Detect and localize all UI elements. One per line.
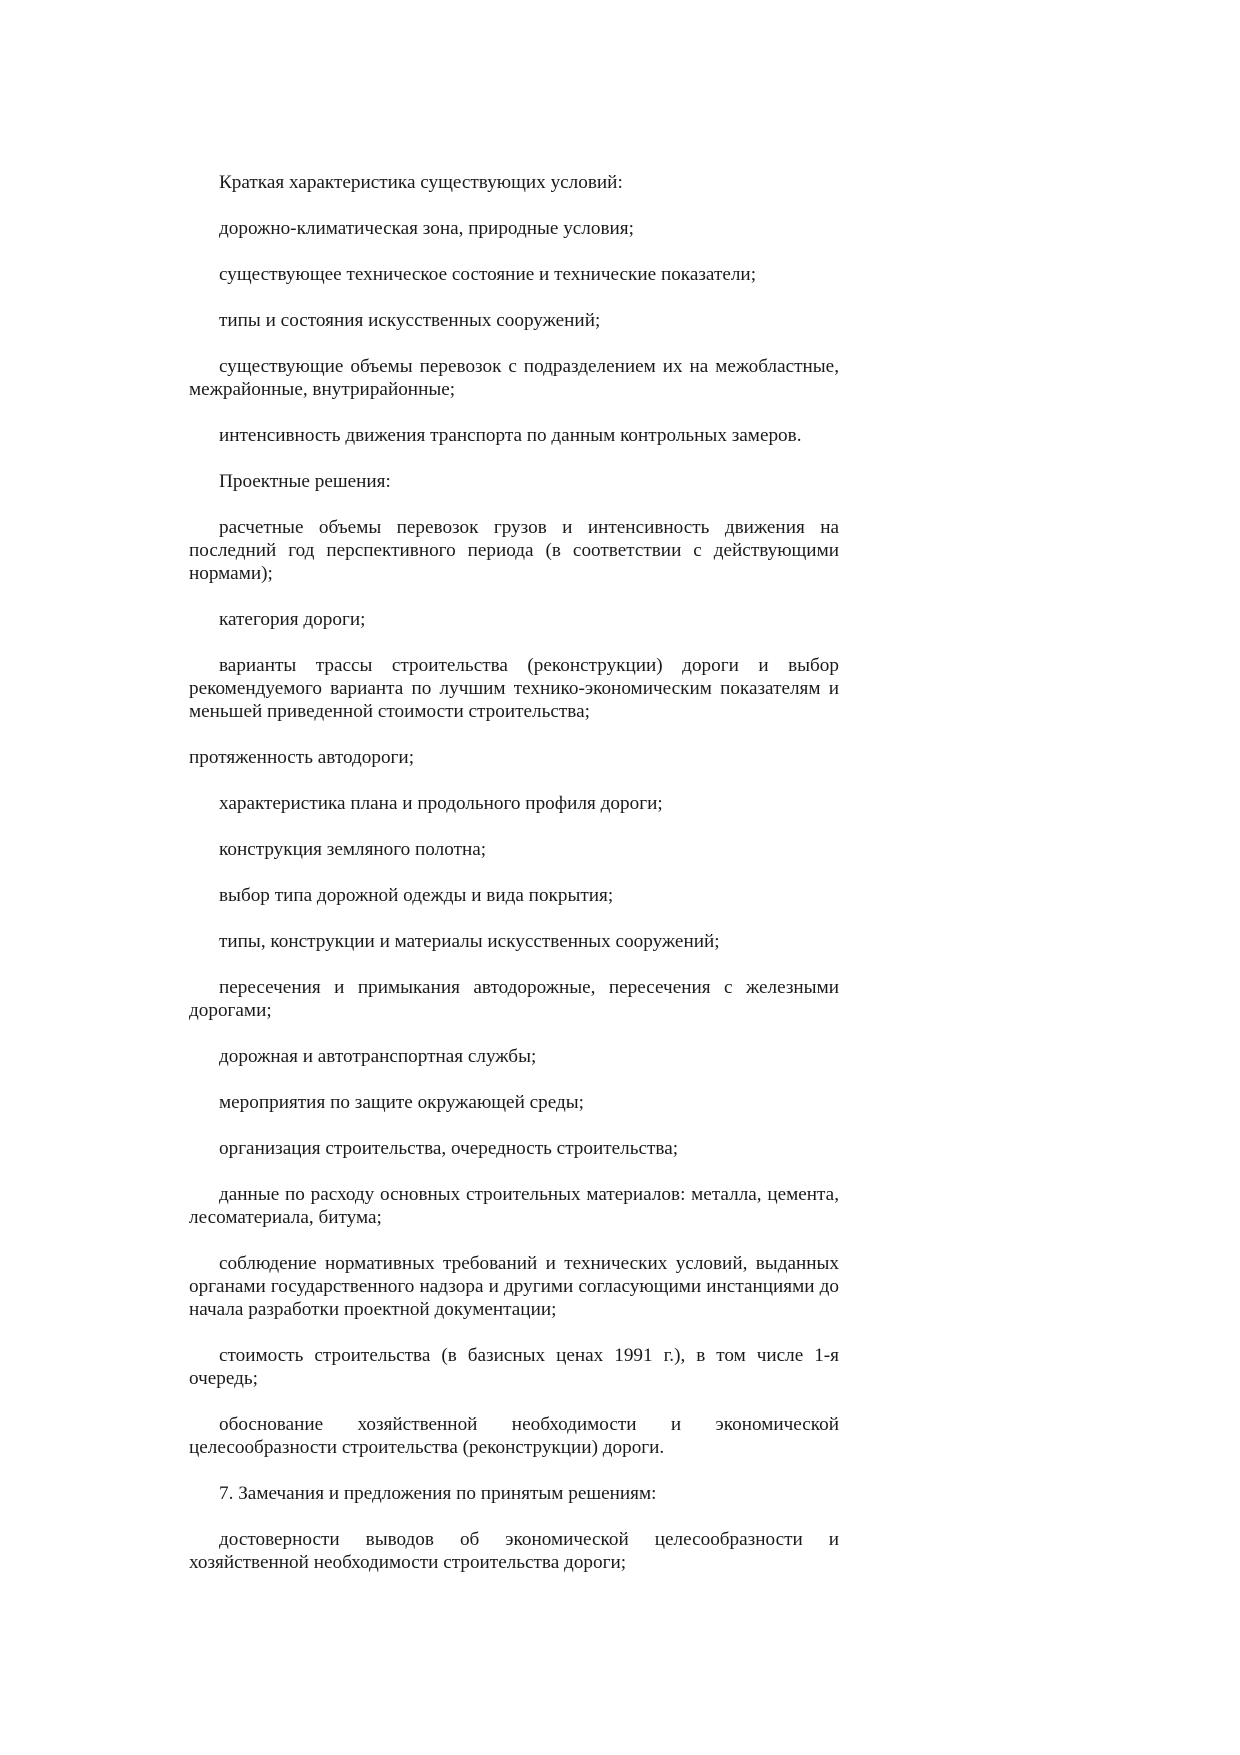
document-body bbox=[189, 171, 839, 1597]
paragraph: существующее техническое состояние и технические показатели; bbox=[219, 264, 757, 285]
section-heading: 7. Замечания и предложения по принятым решениям: bbox=[219, 1483, 657, 1504]
paragraph: существующие объемы перевозок с подразделением их на межобластные, межрайонные, внутрирайонные; bbox=[189, 356, 839, 400]
paragraph: стоимость строительства (в базисных ценах 1991 г.), в том числе 1-я очередь; bbox=[189, 1345, 839, 1389]
paragraph: интенсивность движения транспорта по данным контрольных замеров. bbox=[219, 425, 802, 446]
section-heading: Проектные решения: bbox=[219, 471, 391, 492]
paragraph: типы, конструкции и материалы искусственных сооружений; bbox=[219, 931, 720, 952]
paragraph: соблюдение нормативных требований и технических условий, выданных органами государственного надзора и другими согласующими инстанциями до начала разработки проектной документации; bbox=[189, 1253, 839, 1320]
paragraph: дорожно-климатическая зона, природные условия; bbox=[219, 218, 634, 239]
paragraph: выбор типа дорожной одежды и вида покрытия; bbox=[219, 885, 614, 906]
paragraph: Краткая характеристика существующих условий: bbox=[219, 172, 623, 193]
paragraph: категория дороги; bbox=[219, 609, 366, 630]
paragraph: дорожная и автотранспортная службы; bbox=[219, 1046, 537, 1067]
paragraph: варианты трассы строительства (реконструкции) дороги и выбор рекомендуемого варианта по лучшим технико-экономическим показателям и меньшей приведенной стоимости строительства; bbox=[189, 655, 839, 722]
paragraph: данные по расходу основных строительных материалов: металла, цемента, лесоматериала, битума; bbox=[189, 1184, 839, 1228]
paragraph: конструкция земляного полотна; bbox=[219, 839, 487, 860]
paragraph: расчетные объемы перевозок грузов и интенсивность движения на последний год перспективного периода (в соответствии с действующими нормами); bbox=[189, 517, 839, 584]
paragraph: протяженность автодороги; bbox=[189, 747, 415, 768]
paragraph: обоснование хозяйственной необходимости и экономической целесообразности строительства (реконструкции) дороги. bbox=[189, 1414, 839, 1458]
paragraph: мероприятия по защите окружающей среды; bbox=[219, 1092, 584, 1113]
paragraph: типы и состояния искусственных сооружений; bbox=[219, 310, 601, 331]
paragraph: достоверности выводов об экономической целесообразности и хозяйственной необходимости строительства дороги; bbox=[189, 1529, 839, 1573]
paragraph: организация строительства, очередность строительства; bbox=[219, 1138, 679, 1159]
paragraph: пересечения и примыкания автодорожные, пересечения с железными дорогами; bbox=[189, 977, 839, 1021]
paragraph: характеристика плана и продольного профиля дороги; bbox=[219, 793, 663, 814]
